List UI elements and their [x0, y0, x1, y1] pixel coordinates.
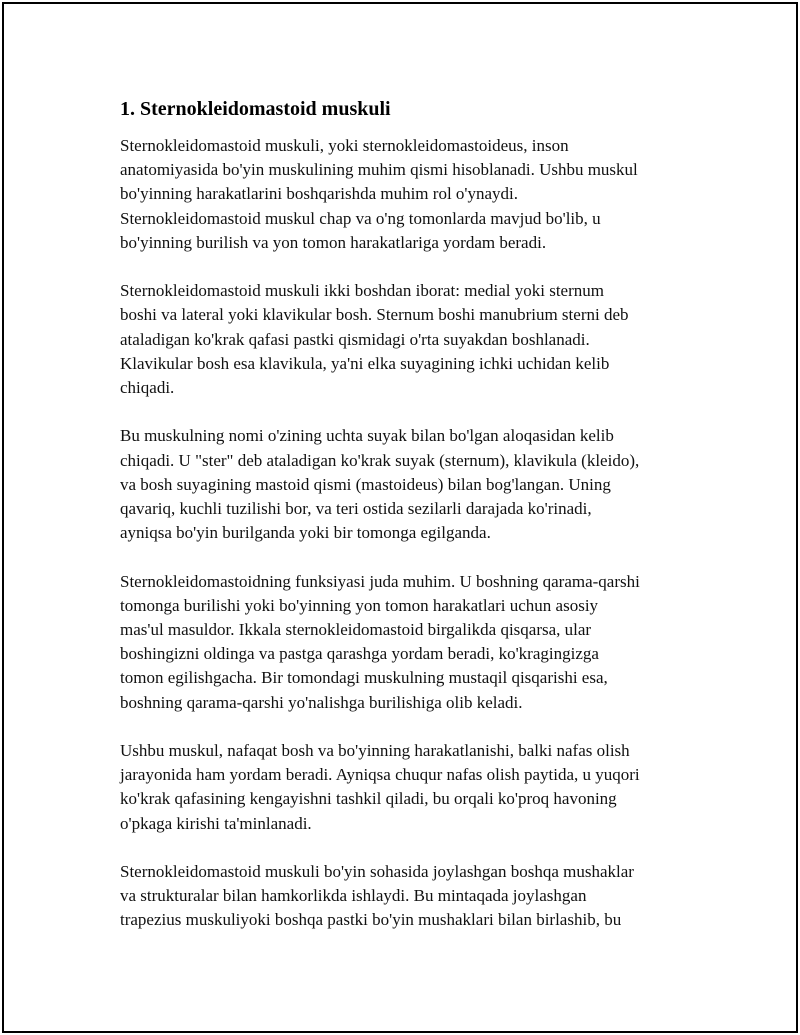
- text-line: o'pkaga kirishi ta'minlanadi.: [120, 813, 312, 833]
- paragraph-5: [120, 739, 700, 836]
- text-line: tomonga burilishi yoki bo'yinning yon tomon harakatlari uchun asosiy: [120, 595, 599, 615]
- text-line: bo'yinning harakatlarini boshqarishda muhim rol o'ynaydi.: [120, 184, 518, 204]
- text-line: bo'yinning burilish va yon tomon harakatlariga yordam beradi.: [120, 232, 547, 252]
- document-content: [120, 96, 700, 957]
- text-line: Bu muskulning nomi o'zining uchta suyak bilan bo'lgan aloqasidan kelib: [120, 426, 614, 446]
- text-line: va bosh suyagining mastoid qismi (mastoideus) bilan bog'langan. Uning: [120, 474, 611, 494]
- paragraph-1: [120, 134, 700, 255]
- text-line: anatomiyasida bo'yin muskulining muhim qismi hisoblanadi. Ushbu muskul: [120, 160, 638, 180]
- text-line: ataladigan ko'krak qafasi pastki qismidagi o'rta suyakdan boshlanadi.: [120, 329, 590, 349]
- text-line: va strukturalar bilan hamkorlikda ishlaydi. Bu mintaqada joylashgan: [120, 886, 587, 906]
- document-page: [2, 2, 798, 1033]
- text-line: Sternokleidomastoidning funksiyasi juda muhim. U boshning qarama-qarshi: [120, 571, 640, 591]
- text-line: mas'ul masuldor. Ikkala sternokleidomastoid birgalikda qisqarsa, ular: [120, 620, 592, 640]
- text-line: Klavikular bosh esa klavikula, ya'ni elka suyagining ichki uchidan kelib: [120, 353, 610, 373]
- text-line: boshingizni oldinga va pastga qarashga yordam beradi, ko'kragingizga: [120, 644, 599, 664]
- text-line: Sternokleidomastoid muskuli ikki boshdan iborat: medial yoki sternum: [120, 281, 604, 301]
- text-line: chiqadi. U "ster" deb ataladigan ko'krak suyak (sternum), klavikula (kleido),: [120, 450, 640, 470]
- text-line: qavariq, kuchli tuzilishi bor, va teri ostida sezilarli darajada ko'rinadi,: [120, 499, 592, 519]
- text-line: ayniqsa bo'yin burilganda yoki bir tomonga egilganda.: [120, 523, 491, 543]
- text-line: Ushbu muskul, nafaqat bosh va bo'yinning harakatlanishi, balki nafas olish: [120, 741, 630, 761]
- text-line: trapezius muskuliyoki boshqa pastki bo'yin mushaklari bilan birlashib, bu: [120, 910, 622, 930]
- paragraph-6: [120, 860, 700, 933]
- paragraph-3: [120, 424, 700, 545]
- paragraph-4: [120, 570, 700, 715]
- text-line: Sternokleidomastoid muskul chap va o'ng tomonlarda mavjud bo'lib, u: [120, 208, 601, 228]
- section-title: 1. Sternokleidomastoid muskuli: [120, 98, 391, 120]
- text-line: jarayonida ham yordam beradi. Ayniqsa chuqur nafas olish paytida, u yuqori: [120, 765, 640, 785]
- text-line: chiqadi.: [120, 378, 175, 398]
- text-line: ko'krak qafasining kengayishni tashkil qiladi, bu orqali ko'proq havoning: [120, 789, 617, 809]
- text-line: Sternokleidomastoid muskuli, yoki sternokleidomastoideus, inson: [120, 136, 569, 155]
- paragraph-2: [120, 279, 700, 400]
- text-line: boshning qarama-qarshi yo'nalishga burilishiga olib keladi.: [120, 692, 523, 712]
- text-line: tomon egilishgacha. Bir tomondagi muskulning mustaqil qisqarishi esa,: [120, 668, 608, 688]
- text-line: Sternokleidomastoid muskuli bo'yin sohasida joylashgan boshqa mushaklar: [120, 862, 634, 882]
- text-line: boshi va lateral yoki klavikular bosh. Sternum boshi manubrium sterni deb: [120, 305, 629, 325]
